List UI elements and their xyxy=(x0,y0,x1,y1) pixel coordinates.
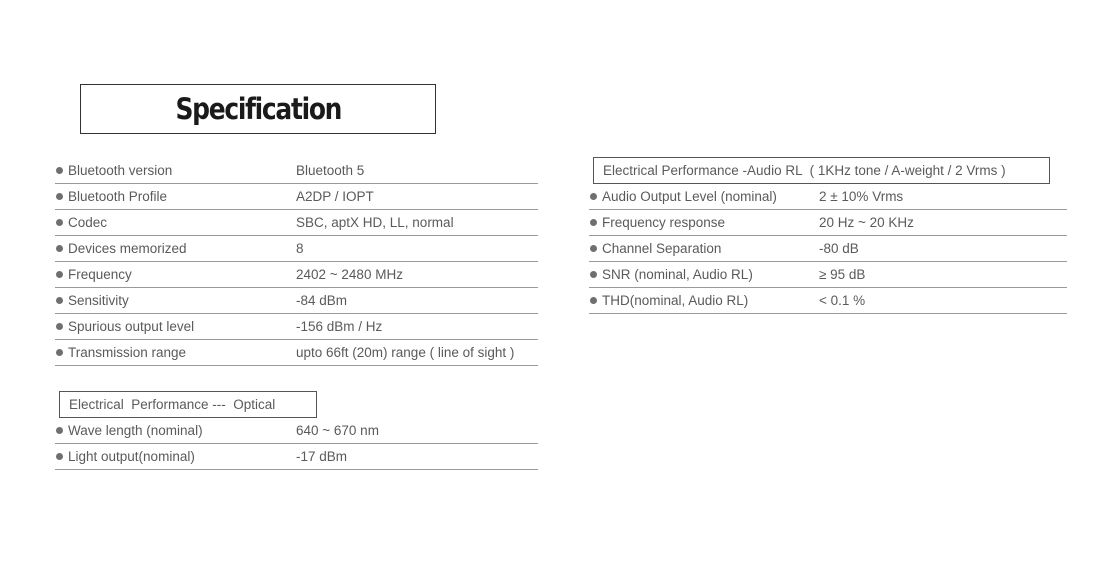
bullet-icon xyxy=(590,271,597,278)
title-box xyxy=(80,84,436,134)
spec-value: 2 ± 10% Vrms xyxy=(819,189,904,204)
spec-row xyxy=(55,236,538,262)
spec-value: 20 Hz ~ 20 KHz xyxy=(819,215,914,230)
spec-value: Bluetooth 5 xyxy=(296,163,365,178)
spec-value: SBC, aptX HD, LL, normal xyxy=(296,215,454,230)
bullet-icon xyxy=(56,271,63,278)
spec-value: 8 xyxy=(296,241,304,256)
spec-value: -84 dBm xyxy=(296,293,348,308)
spec-label: SNR (nominal, Audio RL) xyxy=(602,267,753,282)
spec-label: Channel Separation xyxy=(602,241,722,256)
bullet-icon xyxy=(56,427,63,434)
spec-label: Sensitivity xyxy=(68,293,129,308)
spec-value: -156 dBm / Hz xyxy=(296,319,383,334)
spec-value: A2DP / IOPT xyxy=(296,189,374,204)
audio-section-header: Electrical Performance -Audio RL ( 1KHz tone / A-weight / 2 Vrms ) xyxy=(593,157,1050,184)
spec-label: Bluetooth Profile xyxy=(68,189,168,204)
spec-row xyxy=(589,262,1067,288)
bullet-icon xyxy=(56,323,63,330)
spec-row xyxy=(55,340,538,366)
spec-label: Audio Output Level (nominal) xyxy=(602,189,777,204)
spec-label: Frequency response xyxy=(602,215,726,230)
spec-label: Codec xyxy=(68,215,108,230)
spec-label: THD(nominal, Audio RL) xyxy=(602,293,749,308)
bullet-icon xyxy=(590,193,597,200)
bullet-icon xyxy=(56,297,63,304)
spec-row xyxy=(55,158,538,184)
spec-row xyxy=(589,184,1067,210)
optical-section-header: Electrical Performance --- Optical xyxy=(59,391,317,418)
spec-row xyxy=(55,210,538,236)
spec-label: Frequency xyxy=(68,267,132,282)
bluetooth-spec-table xyxy=(55,158,538,366)
spec-value: upto 66ft (20m) range ( line of sight ) xyxy=(296,345,515,360)
spec-row xyxy=(55,418,538,444)
page-title: Specification xyxy=(175,92,341,126)
bullet-icon xyxy=(56,193,63,200)
bullet-icon xyxy=(56,167,63,174)
spec-value: -17 dBm xyxy=(296,449,348,464)
spec-label: Spurious output level xyxy=(68,319,195,334)
bullet-icon xyxy=(590,219,597,226)
bullet-icon xyxy=(56,245,63,252)
spec-row xyxy=(55,444,538,470)
bullet-icon xyxy=(56,453,63,460)
spec-value: 2402 ~ 2480 MHz xyxy=(296,267,403,282)
spec-value: 640 ~ 670 nm xyxy=(296,423,379,438)
spec-label: Light output(nominal) xyxy=(68,449,195,464)
bullet-icon xyxy=(590,297,597,304)
spec-label: Bluetooth version xyxy=(68,163,173,178)
spec-row xyxy=(589,210,1067,236)
spec-row xyxy=(55,314,538,340)
optical-spec-table xyxy=(55,418,538,470)
bullet-icon xyxy=(590,245,597,252)
spec-label: Devices memorized xyxy=(68,241,187,256)
spec-value: ≥ 95 dB xyxy=(819,267,866,282)
spec-row xyxy=(55,288,538,314)
spec-label: Transmission range xyxy=(68,345,187,360)
spec-row xyxy=(589,288,1067,314)
spec-value: < 0.1 % xyxy=(819,293,866,308)
spec-label: Wave length (nominal) xyxy=(68,423,203,438)
spec-row xyxy=(55,184,538,210)
bullet-icon xyxy=(56,219,63,226)
spec-row xyxy=(55,262,538,288)
bullet-icon xyxy=(56,349,63,356)
spec-row xyxy=(589,236,1067,262)
audio-spec-table xyxy=(589,184,1067,314)
spec-value: -80 dB xyxy=(819,241,859,256)
